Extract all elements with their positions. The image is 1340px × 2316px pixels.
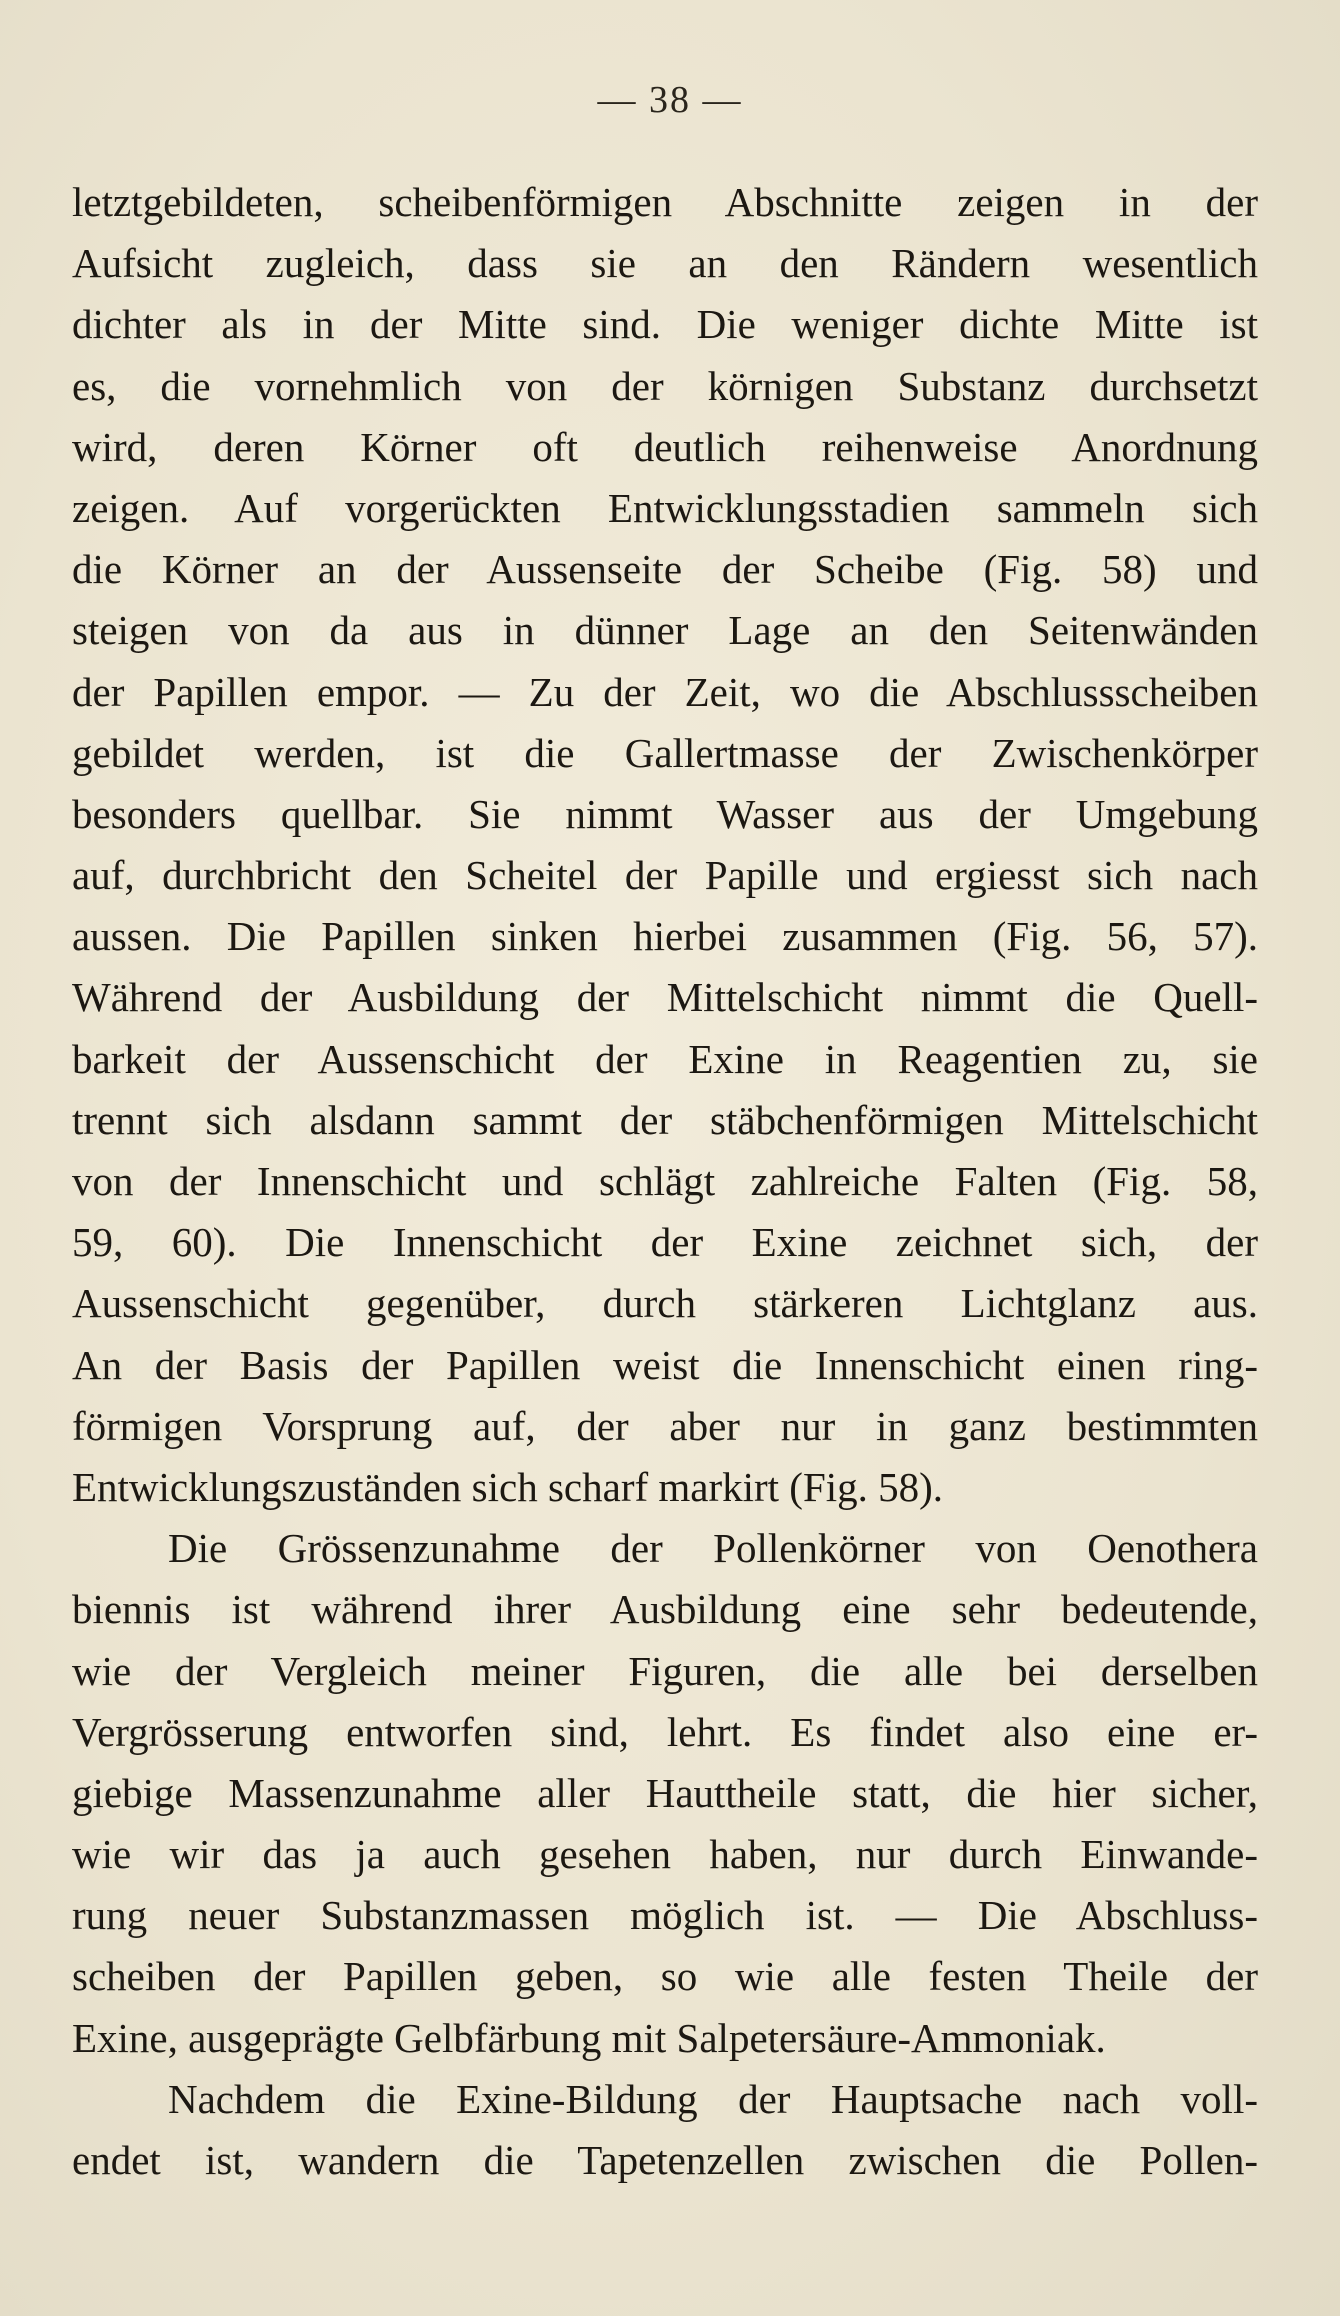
text-line: gebildet werden, ist die Gallertmasse der Zwischenkörper xyxy=(72,729,1258,776)
text-line: scheiben der Papillen geben, so wie alle festen Theile der xyxy=(72,1953,1258,2000)
text-line: biennis ist während ihrer Ausbildung eine sehr bedeutende, xyxy=(72,1586,1258,1633)
text-line: förmigen Vorsprung auf, der aber nur in ganz bestimmten xyxy=(72,1402,1258,1449)
text-line: barkeit der Aussenschicht der Exine in Reagentien zu, sie xyxy=(72,1035,1258,1082)
text-line: rung neuer Substanzmassen möglich ist. — Die Abschluss- xyxy=(72,1892,1258,1939)
text-line: zeigen. Auf vorgerückten Entwicklungsstadien sammeln sich xyxy=(72,484,1258,531)
text-line: dichter als in der Mitte sind. Die weniger dichte Mitte ist xyxy=(72,301,1258,348)
text-line: der Papillen empor. — Zu der Zeit, wo die Abschlussscheiben xyxy=(72,668,1258,715)
text-line: Während der Ausbildung der Mittelschicht nimmt die Quell- xyxy=(72,974,1258,1021)
text-line: endet ist, wandern die Tapetenzellen zwischen die Pollen- xyxy=(72,2137,1258,2183)
text-line: wie der Vergleich meiner Figuren, die alle bei derselben xyxy=(72,1647,1258,1694)
text-line: Vergrösserung entworfen sind, lehrt. Es findet also eine er- xyxy=(72,1708,1258,1755)
text-line: auf, durchbricht den Scheitel der Papille und ergiesst sich nach xyxy=(72,852,1258,899)
text-line: Aufsicht zugleich, dass sie an den Rändern wesentlich xyxy=(72,240,1258,287)
body-text xyxy=(72,172,1258,2191)
text-line: An der Basis der Papillen weist die Innenschicht einen ring- xyxy=(72,1341,1258,1388)
page-number: — 38 — xyxy=(597,79,743,121)
text-line: giebige Massenzunahme aller Hauttheile statt, die hier sicher, xyxy=(72,1769,1258,1816)
text-line: wie wir das ja auch gesehen haben, nur durch Einwande- xyxy=(72,1831,1258,1878)
text-line: steigen von da aus in dünner Lage an den Seitenwänden xyxy=(72,607,1258,654)
text-line: die Körner an der Aussenseite der Scheibe (Fig. 58) und xyxy=(72,546,1258,593)
text-line: aussen. Die Papillen sinken hierbei zusammen (Fig. 56, 57). xyxy=(72,913,1258,960)
paragraph-end-line: Exine, ausgeprägte Gelbfärbung mit Salpetersäure-Ammoniak. xyxy=(72,2014,1106,2061)
paragraph-start-line: Nachdem die Exine-Bildung der Hauptsache nach voll- xyxy=(168,2075,1258,2122)
text-line: besonders quellbar. Sie nimmt Wasser aus der Umgebung xyxy=(72,790,1258,837)
paragraph-end-line: Entwicklungszuständen sich scharf markirt (Fig. 58). xyxy=(72,1463,944,1510)
text-line: trennt sich alsdann sammt der stäbchenförmigen Mittelschicht xyxy=(72,1096,1258,1143)
text-line: von der Innenschicht und schlägt zahlreiche Falten (Fig. 58, xyxy=(72,1158,1258,1204)
text-line: wird, deren Körner oft deutlich reihenweise Anordnung xyxy=(72,423,1258,470)
text-line: es, die vornehmlich von der körnigen Substanz durchsetzt xyxy=(72,362,1258,409)
text-line: letztgebildeten, scheibenförmigen Abschnitte zeigen in der xyxy=(72,179,1258,225)
text-line: Aussenschicht gegenüber, durch stärkeren Lichtglanz aus. xyxy=(72,1280,1258,1327)
text-line: 59, 60). Die Innenschicht der Exine zeichnet sich, der xyxy=(72,1219,1258,1266)
paragraph-start-line: Die Grössenzunahme der Pollenkörner von Oenothera xyxy=(168,1525,1258,1572)
